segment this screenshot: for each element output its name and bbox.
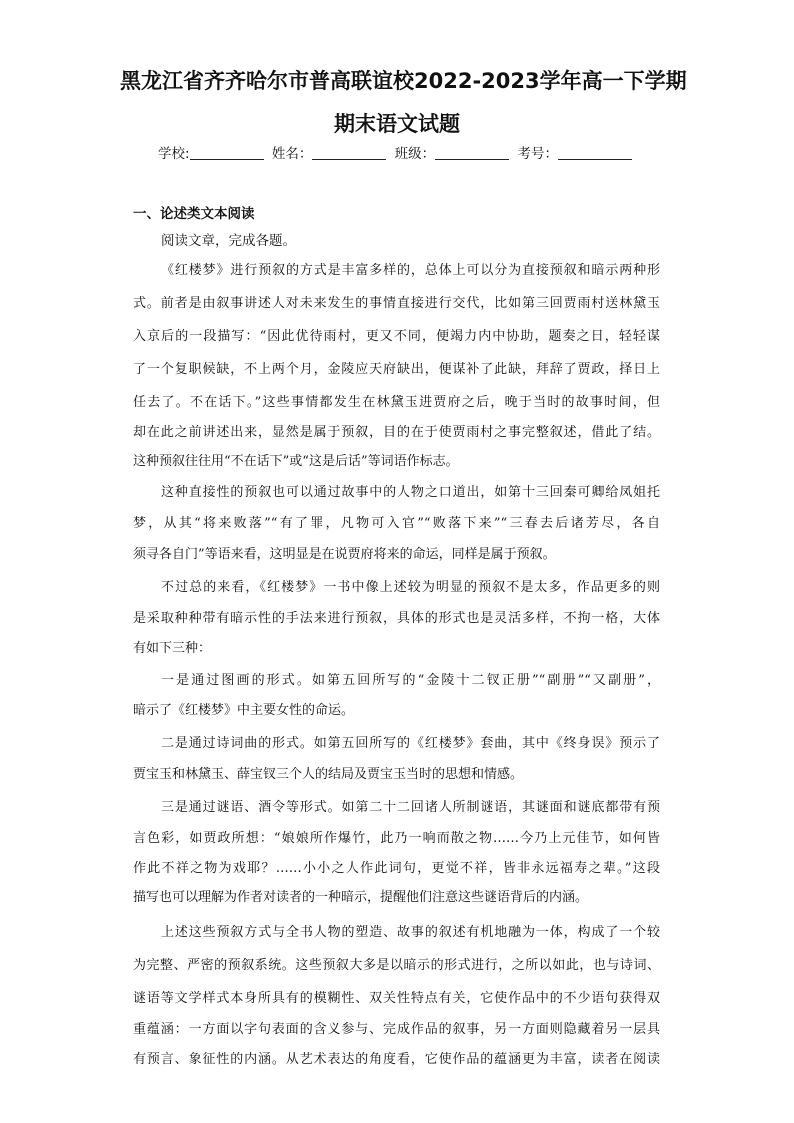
document-title: 黑龙江省齐齐哈尔市普高联谊校2022-2023学年高一下学期 xyxy=(120,69,687,93)
text-line: 入京后的一段描写：“因此优待雨村，更又不同，便竭力内中协助，题奏之日，轻轻谋 xyxy=(133,329,660,344)
section-heading: 一、论述类文本阅读 xyxy=(133,206,255,222)
exam-number-blank[interactable] xyxy=(558,145,632,160)
document-subtitle: 期末语文试题 xyxy=(334,112,460,136)
text-line: 《红楼梦》进行预叙的方式是丰富多样的，总体上可以分为直接预叙和暗示两种形 xyxy=(161,263,660,278)
student-info-row xyxy=(0,143,794,165)
text-line: 须寻各自门”等语来看，这明显是在说贾府将来的命运，同样是属于预叙。 xyxy=(133,547,556,562)
text-line: 梦，从其“将来败落”“有了罪，凡物可入官”“败落下来”“三春去后诸芳尽，各自 xyxy=(133,516,660,531)
text-line: 三是通过谜语、酒令等形式。如第二十二回诸人所制谜语，其谜面和谜底都带有预 xyxy=(161,800,660,815)
text-line: 有预言、象征性的内涵。从艺术表达的角度看，它使作品的蕴涵更为丰富，读者在阅读 xyxy=(133,1052,660,1067)
text-line: 为完整、严密的预叙系统。这些预叙大多是以暗示的形式进行，之所以如此，也与诗词、 xyxy=(133,958,660,973)
exam-number-label: 考号： xyxy=(517,146,558,162)
text-line: 了一个复职候缺，不上两个月，金陵应天府缺出，便谋补了此缺，拜辞了贾政，择日上 xyxy=(133,362,660,377)
class-label: 班级： xyxy=(394,146,436,162)
text-line: 上述这些预叙方式与全书人物的塑造、故事的叙述有机地融为一体，构成了一个较 xyxy=(161,925,660,940)
text-line: 这种预叙往往用“不在话下”或“这是后话”等词语作标志。 xyxy=(133,454,459,469)
text-line: 式。前者是由叙事讲述人对未来发生的事情直接进行交代，比如第三回贾雨村送林黛玉 xyxy=(133,296,660,311)
school-blank[interactable] xyxy=(190,145,264,160)
name-blank[interactable] xyxy=(312,145,386,160)
text-line: 描写也可以理解为作者对读者的一种暗示，提醒他们注意这些谜语背后的内涵。 xyxy=(133,890,589,905)
text-line: 却在此之前讲述出来，显然是属于预叙，目的在于使贾雨村之事完整叙述，借此了结。 xyxy=(133,425,660,440)
text-line: 有如下三种： xyxy=(133,641,212,656)
text-line: 重蕴涵：一方面以字句表面的含义参与、完成作品的叙事，另一方面则隐藏着另一层具 xyxy=(133,1022,660,1037)
text-line: 作此不祥之物为戏耶？……小小之人作此词句，更觉不祥，皆非永远福寿之辈。”这段 xyxy=(133,861,660,876)
text-line: 不过总的来看，《红楼梦》一书中像上述较为明显的预叙不是太多，作品更多的则 xyxy=(161,580,660,595)
instruction-text: 阅读文章，完成各题。 xyxy=(161,233,296,249)
text-line: 贾宝玉和林黛玉、薛宝钗三个人的结局及贾宝玉当时的思想和情感。 xyxy=(133,767,524,782)
school-label: 学校: xyxy=(158,146,190,162)
text-line: 是采取种种带有暗示性的手法来进行预叙，具体的形式也是灵活多样，不拘一格，大体 xyxy=(133,611,660,626)
text-line: 这种直接性的预叙也可以通过故事中的人物之口道出，如第十三回秦可卿给凤姐托 xyxy=(161,485,660,500)
text-line: 谜语等文学样式本身所具有的模糊性、双关性特点有关，它使作品中的不少语句获得双 xyxy=(133,991,660,1006)
text-line: 二是通过诗词曲的形式。如第五回所写的《红楼梦》套曲，其中《终身误》预示了 xyxy=(161,736,660,751)
text-line: 言色彩，如贾政所想：“娘娘所作爆竹，此乃一响而散之物……今乃上元佳节，如何皆 xyxy=(133,831,660,846)
text-line: 任去了。不在话下。”这些事情都发生在林黛玉进贾府之后，晚于当时的故事时间，但 xyxy=(133,395,660,410)
name-label: 姓名： xyxy=(271,146,313,162)
text-line: 一是通过图画的形式。如第五回所写的“金陵十二钗正册”“副册”“又副册”， xyxy=(161,673,660,688)
class-blank[interactable] xyxy=(435,145,509,160)
text-line: 暗示了《红楼梦》中主要女性的命运。 xyxy=(133,703,355,718)
